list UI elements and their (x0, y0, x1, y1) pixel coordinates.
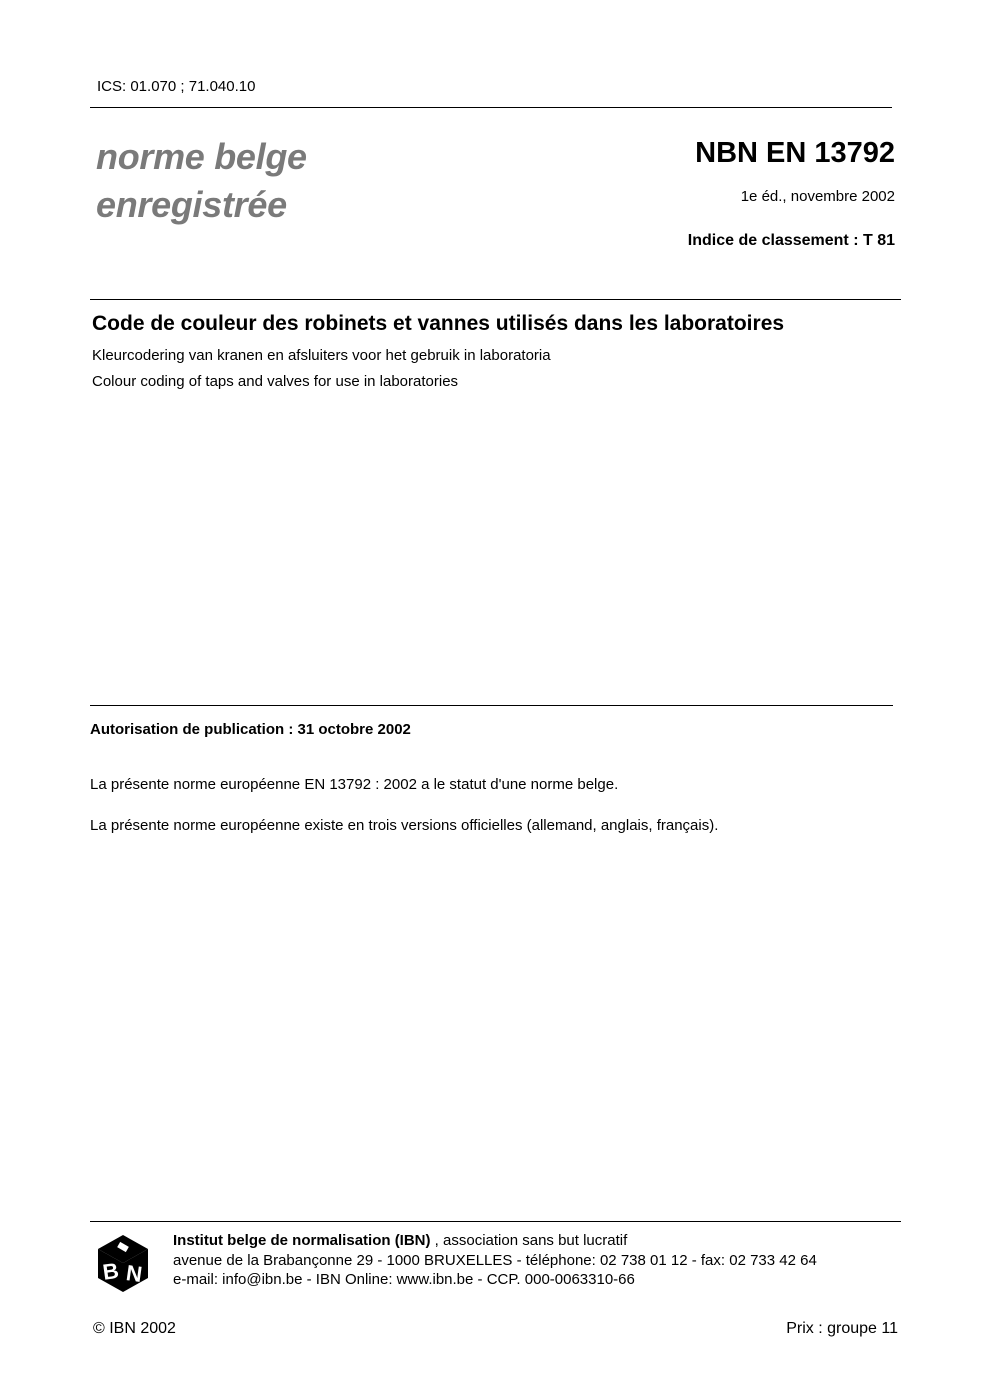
publication-authorisation: Autorisation de publication : 31 octobre 2002 (90, 721, 411, 738)
body-divider (90, 705, 893, 706)
status-paragraph: La présente norme européenne EN 13792 : 2002 a le statut d'une norme belge. (90, 776, 619, 793)
edition-date: 1e éd., novembre 2002 (740, 188, 895, 205)
institute-address: avenue de la Brabançonne 29 - 1000 BRUXELLES - téléphone: 02 738 01 12 - fax: 02 733 42 64 (173, 1252, 817, 1269)
institute-suffix: , association sans but lucratif (430, 1232, 628, 1249)
institute-contact: e-mail: info@ibn.be - IBN Online: www.ibn.be - CCP. 000-0063310-66 (173, 1271, 635, 1288)
price-group: Prix : groupe 11 (786, 1320, 898, 1337)
institute-name-line (173, 1232, 627, 1249)
versions-paragraph: La présente norme européenne existe en trois versions officielles (allemand, anglais, français). (90, 817, 719, 834)
standard-code: NBN EN 13792 (695, 137, 895, 169)
svg-text:B: B (101, 1257, 121, 1285)
copyright: © IBN 2002 (93, 1320, 176, 1337)
title-dutch: Kleurcodering van kranen en afsluiters voor het gebruik in laboratoria (92, 347, 551, 364)
ics-code: ICS: 01.070 ; 71.040.10 (97, 78, 256, 95)
title-english: Colour coding of taps and valves for use in laboratories (92, 373, 459, 390)
classification-index: Indice de classement : T 81 (687, 232, 895, 249)
norm-type-line1: norme belge (96, 136, 307, 177)
ibn-logo (98, 1235, 148, 1292)
header-divider (90, 107, 892, 108)
footer-divider (90, 1221, 901, 1222)
svg-text:N: N (124, 1260, 144, 1287)
title-divider (90, 299, 901, 300)
title-french: Code de couleur des robinets et vannes utilisés dans les laboratoires (92, 312, 785, 335)
institute-name: Institut belge de normalisation (IBN) (173, 1232, 431, 1249)
norm-type-line2: enregistrée (96, 184, 287, 225)
